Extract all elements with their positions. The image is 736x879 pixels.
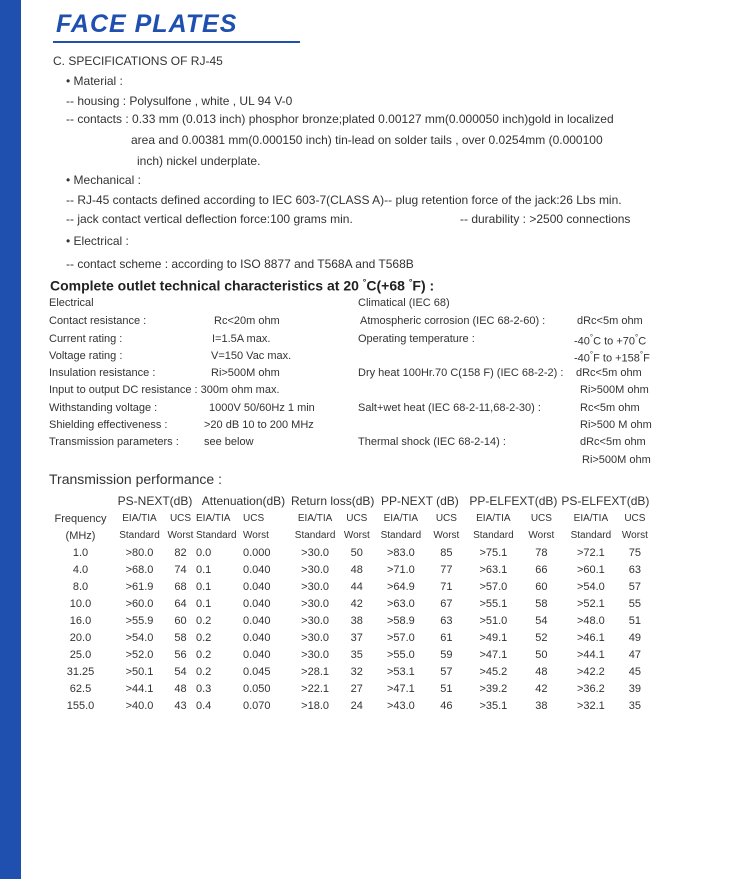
- table-subheader-cell: Standard: [196, 530, 237, 541]
- outlet-heading-text: Complete outlet technical characteristics at 20: [50, 277, 363, 294]
- table-row: [47, 544, 649, 561]
- table-group-header: Attenuation(dB): [201, 493, 286, 508]
- table-group-header: PS-ELFEXT(dB): [561, 493, 650, 508]
- table-cell: 75: [628, 546, 642, 559]
- table-row: [47, 663, 649, 680]
- table-subheader-cell: UCS: [624, 513, 646, 524]
- degree-sign: °: [635, 333, 639, 342]
- table-subheader-cell: Standard: [294, 530, 336, 541]
- table-cell: 38: [535, 699, 548, 712]
- degree-sign: °: [589, 350, 594, 359]
- table-cell: 52: [535, 631, 548, 644]
- table-cell: >45.2: [479, 665, 508, 678]
- table-cell: 0.2: [196, 631, 212, 644]
- frequency-cell: 16.0: [69, 614, 92, 627]
- table-cell: 59: [440, 648, 453, 661]
- table-cell: >30.0: [301, 614, 330, 627]
- table-subheader-cell: UCS: [169, 513, 192, 524]
- frequency-cell: 10.0: [69, 597, 92, 610]
- table-cell: 48: [535, 665, 548, 678]
- table-cell: >52.0: [125, 648, 154, 661]
- performance-title: Transmission performance :: [49, 471, 222, 487]
- title-underline: [53, 41, 300, 43]
- table-cell: 82: [174, 546, 187, 559]
- table-cell: >48.0: [576, 614, 605, 627]
- table-cell: 0.1: [196, 597, 212, 610]
- table-cell: 27: [350, 682, 363, 695]
- table-cell: 61: [440, 631, 453, 644]
- table-cell: 32: [350, 665, 363, 678]
- table-cell: >54.0: [576, 580, 605, 593]
- climatical-label: Atmospheric corrosion (IEC 68-2-60) :: [360, 315, 546, 327]
- table-cell: 64: [174, 597, 187, 610]
- table-cell: 60: [535, 580, 548, 593]
- table-cell: 38: [350, 614, 363, 627]
- table-cell: 49: [628, 631, 642, 644]
- table-group-header: Return loss(dB): [291, 493, 375, 508]
- table-subheader-row: [47, 527, 649, 544]
- electrical-value: Rc<20m ohm: [214, 315, 280, 327]
- table-cell: >58.9: [386, 614, 415, 627]
- electrical-label: Transmission parameters :: [49, 436, 179, 448]
- table-subheader-cell: UCS: [530, 513, 552, 524]
- spec-line: area and 0.00381 mm(0.000150 inch) tin-lead on solder tails , over 0.0254mm (0.000100: [131, 133, 603, 147]
- table-cell: 37: [350, 631, 363, 644]
- table-cell: 0.2: [196, 648, 212, 661]
- spec-line: -- RJ-45 contacts defined according to IEC 603-7(CLASS A)-- plug retention force of the jack:26 Lbs min.: [66, 193, 622, 207]
- climatical-label: Salt+wet heat (IEC 68-2-11,68-2-30) :: [358, 402, 541, 414]
- table-cell: 51: [440, 682, 453, 695]
- performance-table: [47, 491, 649, 714]
- climatical-value: Ri>500M ohm: [582, 454, 651, 466]
- table-cell: >30.0: [301, 648, 330, 661]
- frequency-cell: 4.0: [72, 563, 89, 576]
- electrical-value: V=150 Vac max.: [211, 350, 292, 362]
- outlet-heading-text: F) :: [412, 277, 435, 294]
- table-cell: >55.0: [386, 648, 415, 661]
- frequency-cell: 62.5: [69, 682, 92, 695]
- temp-text: C to +70: [593, 335, 635, 348]
- electrical-label: Shielding effectiveness :: [49, 419, 168, 431]
- spec-line: inch) nickel underplate.: [137, 154, 261, 168]
- table-cell: 39: [628, 682, 642, 695]
- table-cell: 0.045: [243, 665, 271, 678]
- table-cell: >43.0: [386, 699, 415, 712]
- table-header-row: [47, 491, 649, 510]
- table-cell: 44: [350, 580, 363, 593]
- table-cell: >30.0: [301, 597, 330, 610]
- table-cell: >57.0: [479, 580, 508, 593]
- page-title: FACE PLATES: [56, 10, 238, 38]
- degree-sign: °: [589, 333, 594, 342]
- spec-line: -- contacts : 0.33 mm (0.013 inch) phosphor bronze;plated 0.00127 mm(0.000050 inch)gold in localized: [66, 112, 614, 126]
- table-subheader-cell: Worst: [167, 530, 194, 541]
- table-cell: >42.2: [576, 665, 605, 678]
- table-cell: >60.1: [576, 563, 605, 576]
- table-cell: >52.1: [576, 597, 605, 610]
- table-cell: 71: [440, 580, 453, 593]
- table-subheader-cell: Worst: [243, 530, 269, 541]
- table-cell: 0.040: [243, 614, 271, 627]
- climatical-value: Ri>500 M ohm: [580, 419, 652, 431]
- table-cell: >30.0: [301, 580, 330, 593]
- table-cell: >51.0: [479, 614, 508, 627]
- table-cell: >49.1: [479, 631, 508, 644]
- climatical-value: dRc<5m ohm: [576, 367, 642, 379]
- degree-sign: °: [639, 350, 644, 359]
- table-cell: >46.1: [576, 631, 605, 644]
- climatical-value: [574, 350, 650, 365]
- table-row: [47, 612, 649, 629]
- table-cell: >44.1: [576, 648, 605, 661]
- table-subheader-row: [47, 510, 649, 527]
- table-subheader-cell: UCS: [435, 513, 457, 524]
- table-cell: >18.0: [301, 699, 330, 712]
- table-cell: 74: [174, 563, 187, 576]
- table-subheader-cell: EIA/TIA: [476, 513, 511, 524]
- table-cell: 47: [628, 648, 642, 661]
- electrical-value: Ri>500M ohm: [211, 367, 280, 379]
- table-cell: >68.0: [125, 563, 154, 576]
- table-cell: >30.0: [301, 563, 330, 576]
- table-subheader-cell: Worst: [528, 530, 555, 541]
- table-cell: 77: [440, 563, 453, 576]
- row-label-header: (MHz): [65, 529, 96, 542]
- table-cell: >83.0: [386, 546, 415, 559]
- frequency-cell: 20.0: [69, 631, 92, 644]
- spec-line: -- durability : >2500 connections: [460, 212, 631, 226]
- table-cell: >32.1: [576, 699, 605, 712]
- table-subheader-cell: Standard: [570, 530, 612, 541]
- table-cell: 0.3: [196, 682, 212, 695]
- electrical-label: Contact resistance :: [49, 315, 147, 327]
- climatical-header: Climatical (IEC 68): [358, 297, 450, 309]
- climatical-value: [574, 333, 646, 348]
- spec-line: -- contact scheme : according to ISO 8877 and T568A and T568B: [66, 257, 414, 271]
- degree-sign: °: [408, 277, 413, 287]
- table-subheader-cell: EIA/TIA: [297, 513, 333, 524]
- table-cell: >44.1: [125, 682, 154, 695]
- table-cell: >61.9: [125, 580, 154, 593]
- temp-text: C: [638, 335, 647, 348]
- table-cell: >53.1: [386, 665, 415, 678]
- table-cell: 58: [174, 631, 187, 644]
- climatical-label: Dry heat 100Hr.70 C(158 F) (IEC 68-2-2) :: [358, 367, 564, 379]
- climatical-label: Operating temperature :: [358, 333, 475, 345]
- table-cell: >64.9: [386, 580, 415, 593]
- table-subheader-cell: EIA/TIA: [383, 513, 419, 524]
- table-cell: >47.1: [479, 648, 508, 661]
- electrical-header: Electrical: [49, 297, 94, 309]
- spec-heading: C. SPECIFICATIONS OF RJ-45: [53, 54, 223, 68]
- table-cell: 68: [174, 580, 187, 593]
- table-cell: 85: [440, 546, 453, 559]
- table-cell: 45: [628, 665, 642, 678]
- table-cell: 66: [535, 563, 548, 576]
- temp-text: -40: [574, 352, 590, 365]
- table-cell: >36.2: [576, 682, 605, 695]
- frequency-cell: 155.0: [66, 699, 95, 712]
- table-cell: 46: [440, 699, 453, 712]
- table-cell: 67: [440, 597, 453, 610]
- table-cell: >55.1: [479, 597, 508, 610]
- table-cell: 56: [174, 648, 187, 661]
- table-cell: 24: [350, 699, 363, 712]
- table-cell: 0.4: [196, 699, 212, 712]
- electrical-label: Withstanding voltage :: [49, 402, 158, 414]
- table-cell: >72.1: [576, 546, 605, 559]
- table-subheader-cell: Standard: [380, 530, 422, 541]
- table-cell: >80.0: [125, 546, 154, 559]
- table-cell: 50: [535, 648, 548, 661]
- table-cell: 0.050: [243, 682, 271, 695]
- table-cell: 0.000: [243, 546, 271, 559]
- climatical-value: dRc<5m ohm: [580, 436, 646, 448]
- spec-line: • Electrical :: [66, 234, 129, 248]
- table-cell: 55: [628, 597, 642, 610]
- table-cell: 48: [350, 563, 363, 576]
- table-cell: 0.1: [196, 563, 212, 576]
- table-cell: 42: [535, 682, 548, 695]
- frequency-cell: 31.25: [66, 665, 95, 678]
- table-cell: >40.0: [125, 699, 154, 712]
- table-cell: >35.1: [479, 699, 508, 712]
- temp-text: F: [643, 352, 650, 365]
- table-cell: >28.1: [301, 665, 330, 678]
- table-subheader-cell: EIA/TIA: [122, 513, 157, 524]
- left-accent-bar: [0, 0, 21, 879]
- climatical-value: dRc<5m ohm: [577, 315, 643, 327]
- table-cell: >63.1: [479, 563, 508, 576]
- electrical-label: Current rating :: [49, 333, 123, 345]
- electrical-value: >20 dB 10 to 200 MHz: [204, 419, 314, 431]
- table-subheader-cell: UCS: [243, 513, 265, 524]
- table-group-header: PP-ELFEXT(dB): [469, 493, 558, 508]
- table-cell: 78: [535, 546, 548, 559]
- table-subheader-cell: Standard: [473, 530, 514, 541]
- table-cell: 58: [535, 597, 548, 610]
- table-cell: 0.0: [196, 546, 212, 559]
- table-cell: 0.040: [243, 631, 271, 644]
- table-cell: >39.2: [479, 682, 508, 695]
- table-subheader-cell: Worst: [343, 530, 370, 541]
- table-cell: 35: [628, 699, 642, 712]
- table-cell: 57: [440, 665, 453, 678]
- table-cell: 60: [174, 614, 187, 627]
- table-cell: >50.1: [125, 665, 154, 678]
- table-cell: 50: [350, 546, 363, 559]
- table-subheader-cell: EIA/TIA: [573, 513, 609, 524]
- frequency-cell: 8.0: [72, 580, 89, 593]
- climatical-value: Ri>500M ohm: [580, 384, 649, 396]
- table-cell: 54: [174, 665, 187, 678]
- table-header-cell: [47, 491, 114, 510]
- table-cell: >22.1: [301, 682, 330, 695]
- table-cell: >55.9: [125, 614, 154, 627]
- table-row: [47, 578, 649, 595]
- table-group-header: PS-NEXT(dB): [117, 493, 193, 508]
- table-subheader-cell: Worst: [621, 530, 648, 541]
- table-cell: 35: [350, 648, 363, 661]
- table-cell: 43: [174, 699, 187, 712]
- electrical-label: Insulation resistance :: [49, 367, 156, 379]
- outlet-heading: [50, 277, 434, 294]
- table-cell: 0.070: [243, 699, 271, 712]
- table-cell: >47.1: [386, 682, 415, 695]
- table-cell: 0.040: [243, 580, 271, 593]
- table-row: [47, 646, 649, 663]
- electrical-value: I=1.5A max.: [212, 333, 271, 345]
- spec-line: • Material :: [66, 74, 123, 88]
- table-cell: >60.0: [125, 597, 154, 610]
- table-cell: >75.1: [479, 546, 508, 559]
- table-subheader-cell: Standard: [119, 530, 160, 541]
- table-cell: 0.1: [196, 580, 212, 593]
- table-cell: 48: [174, 682, 187, 695]
- table-cell: 0.2: [196, 614, 212, 627]
- climatical-value: Rc<5m ohm: [580, 402, 640, 414]
- temp-text: F to +158: [593, 352, 640, 365]
- table-cell: 0.040: [243, 597, 271, 610]
- electrical-label: Voltage rating :: [49, 350, 123, 362]
- frequency-cell: 1.0: [72, 546, 89, 559]
- table-cell: 63: [628, 563, 642, 576]
- table-cell: 0.040: [243, 563, 271, 576]
- table-row: [47, 629, 649, 646]
- table-cell: >63.0: [386, 597, 415, 610]
- table-cell: 51: [628, 614, 642, 627]
- spec-line: -- jack contact vertical deflection force:100 grams min.: [66, 212, 353, 226]
- temp-text: -40: [574, 335, 590, 348]
- table-subheader-cell: Worst: [433, 530, 460, 541]
- spec-line: -- housing : Polysulfone , white , UL 94 V-0: [66, 94, 293, 108]
- electrical-label: Input to output DC resistance : 300m ohm max.: [49, 384, 280, 396]
- table-row: [47, 561, 649, 578]
- table-cell: >54.0: [125, 631, 154, 644]
- outlet-heading-text: C(+68: [366, 277, 409, 294]
- table-subheader-cell: UCS: [346, 513, 368, 524]
- degree-sign: °: [362, 277, 367, 287]
- table-row: [47, 680, 649, 697]
- table-cell: >30.0: [301, 631, 330, 644]
- electrical-value: 1000V 50/60Hz 1 min: [209, 402, 315, 414]
- table-row: [47, 595, 649, 612]
- frequency-cell: 25.0: [69, 648, 92, 661]
- table-cell: 0.040: [243, 648, 271, 661]
- table-cell: 63: [440, 614, 453, 627]
- row-label-header: Frequency: [54, 512, 107, 525]
- climatical-label: Thermal shock (IEC 68-2-14) :: [358, 436, 506, 448]
- electrical-value: see below: [204, 436, 254, 448]
- table-cell: 0.2: [196, 665, 212, 678]
- table-group-header: PP-NEXT (dB): [380, 493, 459, 508]
- table-cell: >30.0: [301, 546, 330, 559]
- table-row: [47, 697, 649, 714]
- table-subheader-cell: EIA/TIA: [196, 513, 231, 524]
- table-cell: >71.0: [386, 563, 415, 576]
- table-cell: 57: [628, 580, 642, 593]
- table-cell: 42: [350, 597, 363, 610]
- spec-line: • Mechanical :: [66, 173, 141, 187]
- table-cell: >57.0: [386, 631, 415, 644]
- table-cell: 54: [535, 614, 548, 627]
